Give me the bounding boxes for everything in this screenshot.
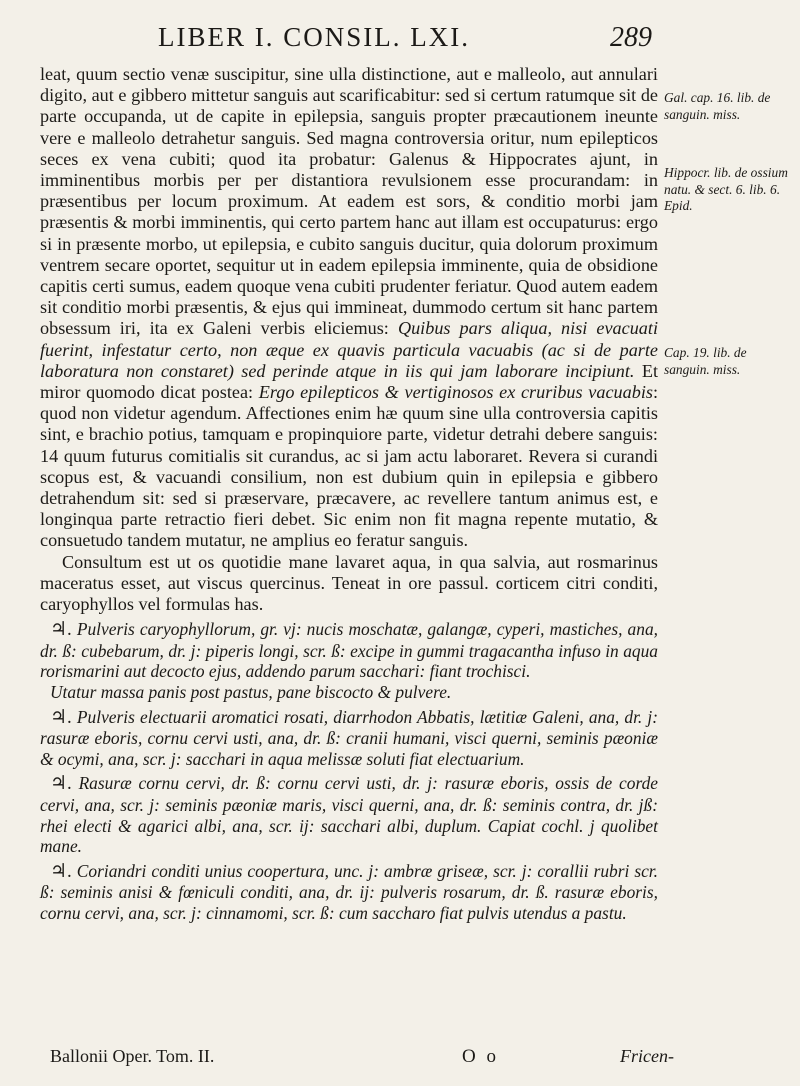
galen-quotation: Quibus pars aliqua, nisi evacuati fuerint, infestatur certo, non æque ex quavis particula vacuabis (ac si de parte laboratura non constaret) sed perinde atque in iis qui jam laborare incipiunt. [40,318,658,381]
paragraph-text: leat, quum sectio venæ suscipitur, sine ulla distinctione, aut e malleolo, aut annulari digito, aut e gibbero mittetur sanguis aut scarificabitur: sed si certum ratumque sit de parte occupanda, ut de capite in epilepsia, sanguis propter præcautionem ineunte vere e malleolo detrahetur sanguis. Sed magna controversia oritur, num epilepticos seces ex vena cubiti; quod ita probatur: Galenus & Hippocrates ajunt, in imminentibus morbis per per distantiora revulsionem esse procurandam: in præsentibus per locum proximum. At eadem est sors, & conditio morbi jam præsentis & morbi imminentis, qui certo partem hanc aut illam est occupaturus: ergo si in præsente morbo, ut epilepsia, e cubito sanguis ducitur, quia dolorum proximum ventrem secare oportet, sequitur ut in eadem epilepsia imminente, quia de obsidione capitis certi sumus, eadem quoque vena cubiti prudenter feriatur. Quod autem eadem sit conditio morbi præsentis, & ejus qui immineat, dummodo certum sit hanc partem obsessum iri, ita ex Galeni verbis eliciemus: [40,64,658,339]
prescription-text: Pulveris electuarii aromatici rosati, diarrhodon Abbatis, lætitiæ Galeni, ana, dr. j: rasuræ eboris, cornu cervi usti, ana, dr. ß: cranii humani, visci querni, seminis pæoniæ & ocymi, ana, scr. j: sacchari in aqua melissæ soluti fiat electuarium. [40,706,658,769]
recipe-sign: ♃. [50,619,72,641]
recipe-sign: ♃. [50,860,72,882]
signature-mark: O o [462,1046,499,1067]
margin-note: Cap. 19. lib. de sanguin. miss. [664,345,747,377]
running-header [0,22,800,56]
prescription [40,773,658,856]
prescription-text: Rasuræ cornu cervi, dr. ß: cornu cervi usti, dr. j: rasuræ eboris, ossis de corde cervi, ana, scr. j: seminis pæoniæ maris, visci querni, ana, dr. ß: seminis contra, dr. jß: rhei electi & agarici albi, ana, scr. ij: sacchari albi, duplum. Capiat cochl. j quolibet mane. [40,773,658,857]
paragraph: Consultum est ut os quotidie mane lavaret aqua, in qua salvia, aut rosmarinus maceratus esset, aut viscus quercinus. Teneat in ore passul. corticem citri conditi, caryophyllos vel formulas has. [40,551,658,615]
prescription [40,707,658,770]
instruction-note: Utatur massa panis post pastus, pane biscocto & pulvere. [50,682,452,703]
page-number: 289 [610,22,652,53]
paragraph-text: : quod non videtur agendum. Affectiones enim hæ quum sine ulla controversia capitis sint, e brachio potius, tamquam e propinquiore parte, videtur detrahi debere sanguis: 14 quum futurus comitialis sit curandus, ac si jam actu laboraret. Revera si curandi scopus est, & vacuandi consilium, non est dubium quin in epilepsia e gibbero detrahendum sit: sed si præservare, præcavere, ac revellere tantum animus est, e longinqua parte retractio fieri debet. Sic enim non fit magna repente mutatio, & consuetudo tandem mutatur, ne amplius eo feratur sanguis. [40,382,659,551]
prescription [40,861,658,924]
margin-note: Hippocr. lib. de ossium natu. & sect. 6. lib. 6. Epid. [664,165,788,214]
margin-note: Gal. cap. 16. lib. de sanguin. miss. [664,90,771,122]
main-text [40,64,658,924]
prescription [40,619,658,682]
paragraph [40,64,658,552]
page-footer [0,1046,800,1072]
prescription-text: Coriandri conditi unius coopertura, unc. j: ambræ griseæ, scr. j: corallii rubri scr. ß: seminis anisi & fœniculi conditi, ana, dr. ij: pulveris rosarum, dr. ß. rasuræ eboris, cornu cervi, ana, scr. j: cinnamomi, scr. ß: cum saccharo fiat pulvis utendus a pastu. [40,860,658,923]
catchword: Fricen- [620,1046,674,1066]
volume-line: Ballonii Oper. Tom. II. [50,1046,215,1066]
paragraph-text: Et miror quomodo dicat postea: [40,360,658,403]
prescription-text: Pulveris caryophyllorum, gr. vj: nucis moschatæ, galangæ, cyperi, mastiches, ana, dr. ß: cubebarum, dr. j: piperis longi, scr. ß: excipe in gummi tragacantha infuso in aqua rorismarini aut decocto ejus, addendo parum sacchari: fiant trochisci. [40,619,658,682]
galen-quotation: Ergo epilepticos & vertiginosos ex cruribus vacuabis [258,382,653,403]
recipe-sign: ♃. [50,773,72,795]
running-title: LIBER I. CONSIL. LXI. [158,22,470,52]
recipe-sign: ♃. [50,706,72,728]
